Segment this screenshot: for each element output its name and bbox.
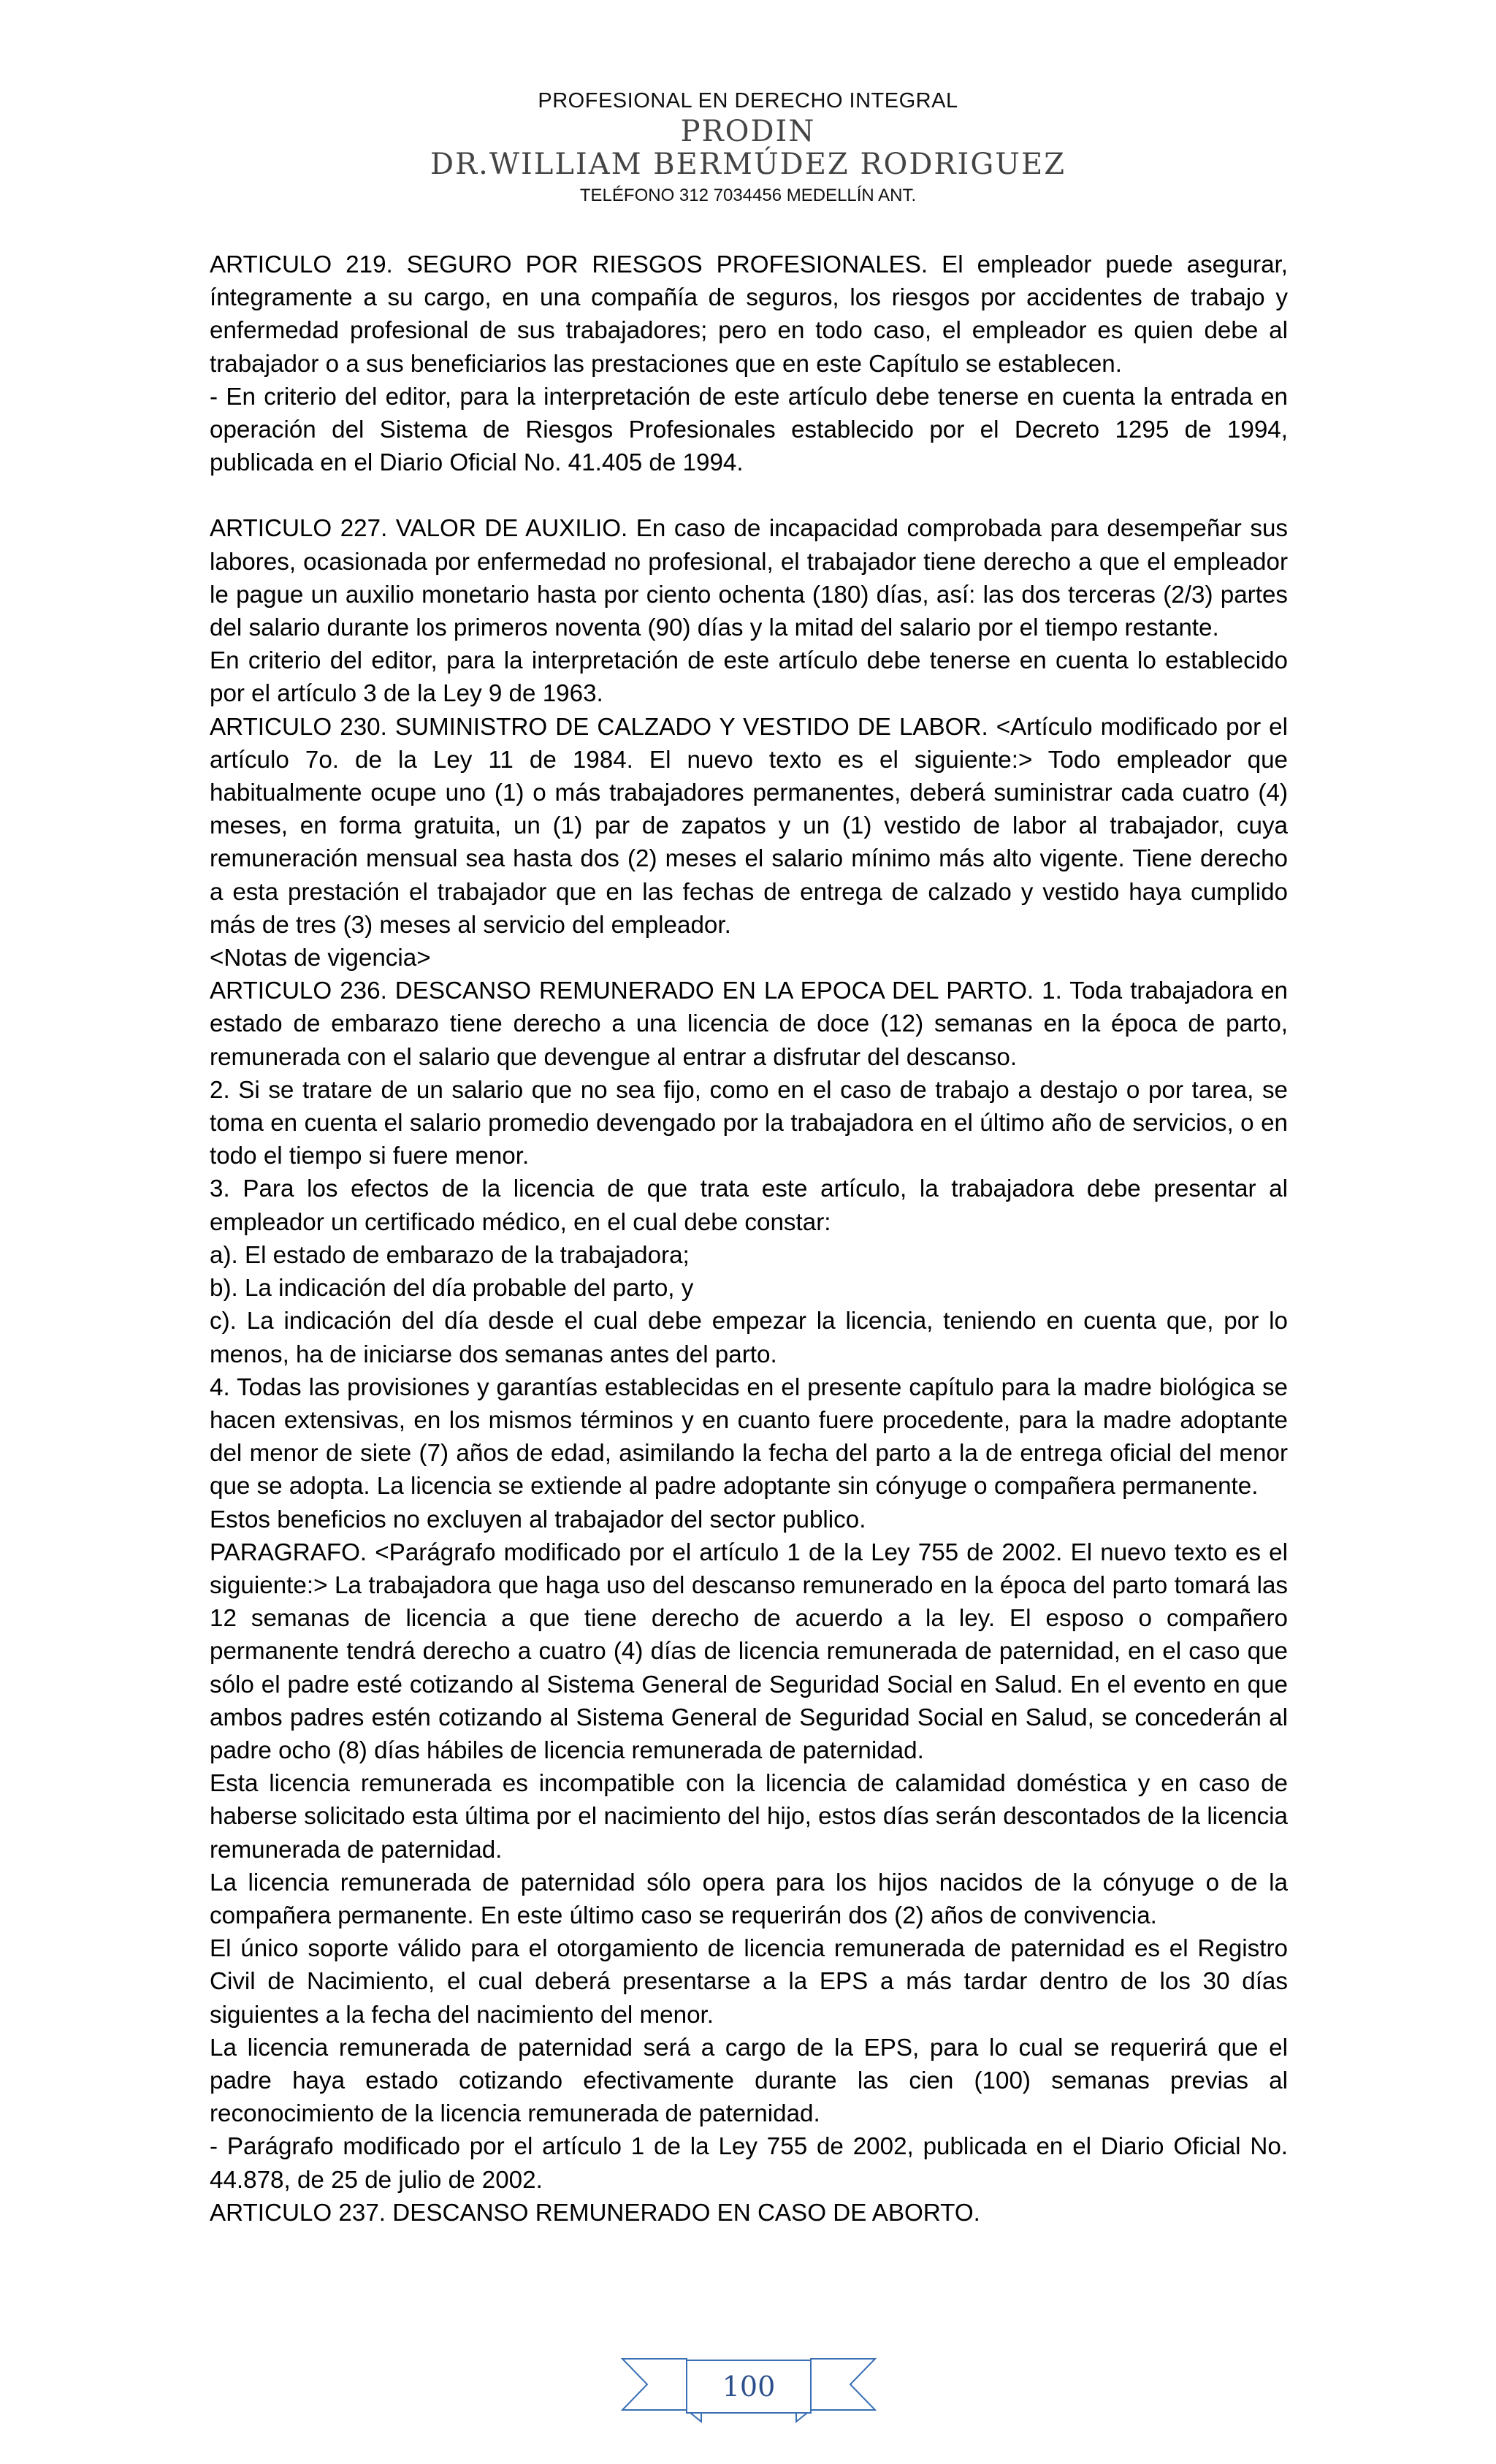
paragraph: El único soporte válido para el otorgamiento de licencia remunerada de paternidad es el Registro Civil de Nacimiento, el cual deberá presentarse a la EPS a más tardar dentro de los 30 días siguientes a la fecha del nacimiento del menor. — [210, 1935, 1288, 2029]
paragraph: ARTICULO 219. SEGURO POR RIESGOS PROFESIONALES. El empleador puede asegurar, íntegramente a su cargo, en una compañía de seguros, los riesgos por accidentes de trabajo y enfermedad profesional de sus trabajadores; pero en todo caso, el empleador es quien debe al trabajador o a sus beneficiarios las prestaciones que en este Capítulo se establecen. — [210, 251, 1288, 378]
paragraph: - En criterio del editor, para la interpretación de este artículo debe tenerse en cuenta la entrada en operación del Sistema de Riesgos Profesionales establecido por el Decreto 1295 de 1994, publicada en el Diario Oficial No. 41.405 de 1994. — [210, 383, 1288, 477]
paragraph: 4. Todas las provisiones y garantías establecidas en el presente capítulo para la madre biológica se hacen extensivas, en los mismos términos y en cuanto fuere procedente, para la madre adoptante del menor de siete (7) años de edad, asimilando la fecha del parto a la de entrega oficial del menor que se adopta. La licencia se extiende al padre adoptante sin cónyuge o compañera permanente. — [210, 1373, 1288, 1500]
page-footer — [621, 2349, 877, 2429]
paragraph: En criterio del editor, para la interpretación de este artículo debe tenerse en cuenta lo establecido por el artículo 3 de la Ley 9 de 1963. — [210, 647, 1288, 708]
paragraph: 2. Si se tratare de un salario que no sea fijo, como en el caso de trabajo a destajo o por tarea, se toma en cuenta el salario promedio devengado por la trabajadora en el último año de servicios, o en todo el tiempo si fuere menor. — [210, 1076, 1288, 1170]
paragraph: <Notas de vigencia> — [210, 945, 431, 972]
paragraph: ARTICULO 230. SUMINISTRO DE CALZADO Y VESTIDO DE LABOR. <Artículo modificado por el artículo 7o. de la Ley 11 de 1984. El nuevo texto es el siguiente:> Todo empleador que habitualmente ocupe uno (1) o más trabajadores permanentes, deberá suministrar cada cuatro (4) meses, en forma gratuita, un (1) par de zapatos y un (1) vestido de labor al trabajador, cuya remuneración mensual sea hasta dos (2) meses el salario mínimo más alto vigente. Tiene derecho a esta prestación el trabajador que en las fechas de entrega de calzado y vestido haya cumplido más de tres (3) meses al servicio del empleador. — [210, 713, 1288, 939]
letterhead-brand: PRODIN — [680, 115, 816, 148]
paragraph: b). La indicación del día probable del parto, y — [210, 1275, 694, 1302]
paragraph: a). El estado de embarazo de la trabajadora; — [210, 1241, 690, 1269]
letterhead-name: DR.WILLIAM BERMÚDEZ RODRIGUEZ — [430, 148, 1066, 181]
paragraph-spacer — [210, 479, 1288, 512]
paragraph: Estos beneficios no excluyen al trabajador del sector publico. — [210, 1506, 866, 1533]
paragraph: ARTICULO 227. VALOR DE AUXILIO. En caso de incapacidad comprobada para desempeñar sus labores, ocasionada por enfermedad no profesional, el trabajador tiene derecho a que el empleador le pague un auxilio monetario hasta por ciento ochenta (180) días, así: las dos terceras (2/3) partes del salario durante los primeros noventa (90) días y la mitad del salario por el tiempo restante. — [210, 515, 1288, 642]
letterhead-phone: TELÉFONO 312 7034456 MEDELLÍN ANT. — [579, 186, 917, 205]
paragraph: La licencia remunerada de paternidad será a cargo de la EPS, para lo cual se requerirá que el padre haya estado cotizando efectivamente durante las cien (100) semanas previas al reconocimiento de la licencia remunerada de paternidad. — [210, 2034, 1288, 2128]
paragraph: ARTICULO 237. DESCANSO REMUNERADO EN CASO DE ABORTO. — [210, 2199, 980, 2227]
paragraph: La licencia remunerada de paternidad sólo opera para los hijos nacidos de la cónyuge o de la compañera permanente. En este último caso se requerirán dos (2) años de convivencia. — [210, 1869, 1288, 1929]
letterhead-profession: PROFESIONAL EN DERECHO INTEGRAL — [538, 89, 958, 112]
paragraph: Esta licencia remunerada es incompatible con la licencia de calamidad doméstica y en caso de haberse solicitado esta última por el nacimiento del hijo, estos días serán descontados de la licencia remunerada de paternidad. — [210, 1770, 1288, 1864]
paragraph: ARTICULO 236. DESCANSO REMUNERADO EN LA EPOCA DEL PARTO. 1. Toda trabajadora en estado de embarazo tiene derecho a una licencia de doce (12) semanas en la época de parto, remunerada con el salario que devengue al entrar a disfrutar del descanso. — [210, 977, 1288, 1071]
paragraph: PARAGRAFO. <Parágrafo modificado por el artículo 1 de la Ley 755 de 2002. El nuevo texto es el siguiente:> La trabajadora que haga uso del descanso remunerado en la época del parto tomará las 12 semanas de licencia a que tiene derecho de acuerdo a la ley. El esposo o compañero permanente tendrá derecho a cuatro (4) días de licencia remunerada de paternidad, en el caso que sólo el padre esté cotizando al Sistema General de Seguridad Social en Salud. En el evento en que ambos padres estén cotizando al Sistema General de Seguridad Social en Salud, se concederán al padre ocho (8) días hábiles de licencia remunerada de paternidad. — [210, 1538, 1288, 1764]
paragraph: 3. Para los efectos de la licencia de que trata este artículo, la trabajadora debe presentar al empleador un certificado médico, en el cual debe constar: — [210, 1175, 1288, 1236]
paragraph: - Parágrafo modificado por el artículo 1 de la Ley 755 de 2002, publicada en el Diario Oficial No. 44.878, de 25 de julio de 2002. — [210, 2133, 1288, 2194]
page-number: 100 — [722, 2370, 776, 2403]
paragraph: c). La indicación del día desde el cual debe empezar la licencia, teniendo en cuenta que, por lo menos, ha de iniciarse dos semanas antes del parto. — [210, 1308, 1288, 1368]
document-body — [210, 248, 1288, 2230]
letterhead — [0, 86, 1496, 210]
